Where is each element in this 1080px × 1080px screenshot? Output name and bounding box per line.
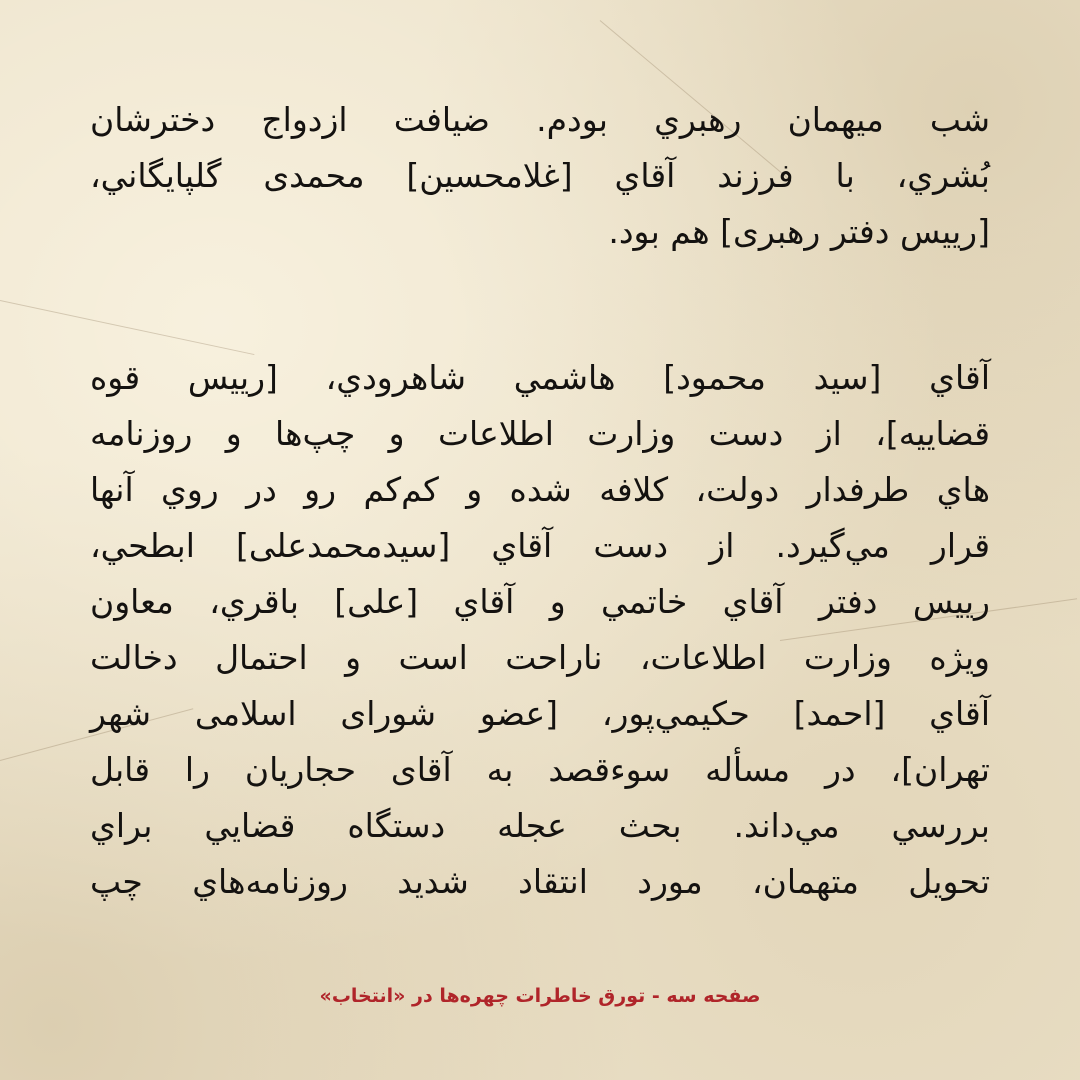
text-line: تهران]، در مسأله سوءقصد به آقای حجاریان را قابل [90, 750, 990, 789]
paragraph-2 [90, 350, 990, 910]
paper-crack [0, 300, 254, 355]
text-line: قرار مي‌گيرد. از دست آقاي [سیدمحمدعلی] ابطحي، [90, 526, 990, 565]
page-footer-caption: صفحه سه - تورق خاطرات چهره‌ها در «انتخاب» [319, 985, 761, 1007]
text-line: آقاي [احمد] حکيمي‌پور، [عضو شورای اسلامی شهر [90, 694, 990, 733]
text-line: رييس دفتر آقاي خاتمي و آقاي [علی] باقري، معاون [90, 582, 990, 621]
paragraph-1 [90, 92, 990, 260]
text-line: هاي طرفدار دولت، کلافه شده و کم‌کم رو در روي آنها [90, 470, 990, 509]
text-line: [رییس دفتر رهبری] هم بود. [608, 212, 990, 251]
text-line: ويژه وزارت اطلاعات، ناراحت است و احتمال دخالت [90, 638, 990, 677]
text-line: بررسي مي‌داند. بحث عجله دستگاه قضايي براي [90, 806, 990, 845]
text-line: قضاییه]، از دست وزارت اطلاعات و چپ‌ها و روزنامه [90, 414, 990, 453]
text-line: تحويل متهمان، مورد انتقاد شديد روزنامه‌هاي چپ [90, 862, 990, 901]
text-line: آقاي [سيد محمود] هاشمي شاهرودي، [رییس قوه [90, 358, 990, 397]
text-line: بُشري، با فرزند آقاي [غلامحسين] محمدی گلپايگاني، [90, 156, 990, 195]
text-line: شب میهمان رهبري بودم. ضیافت ازدواج دخترشان [90, 100, 990, 139]
